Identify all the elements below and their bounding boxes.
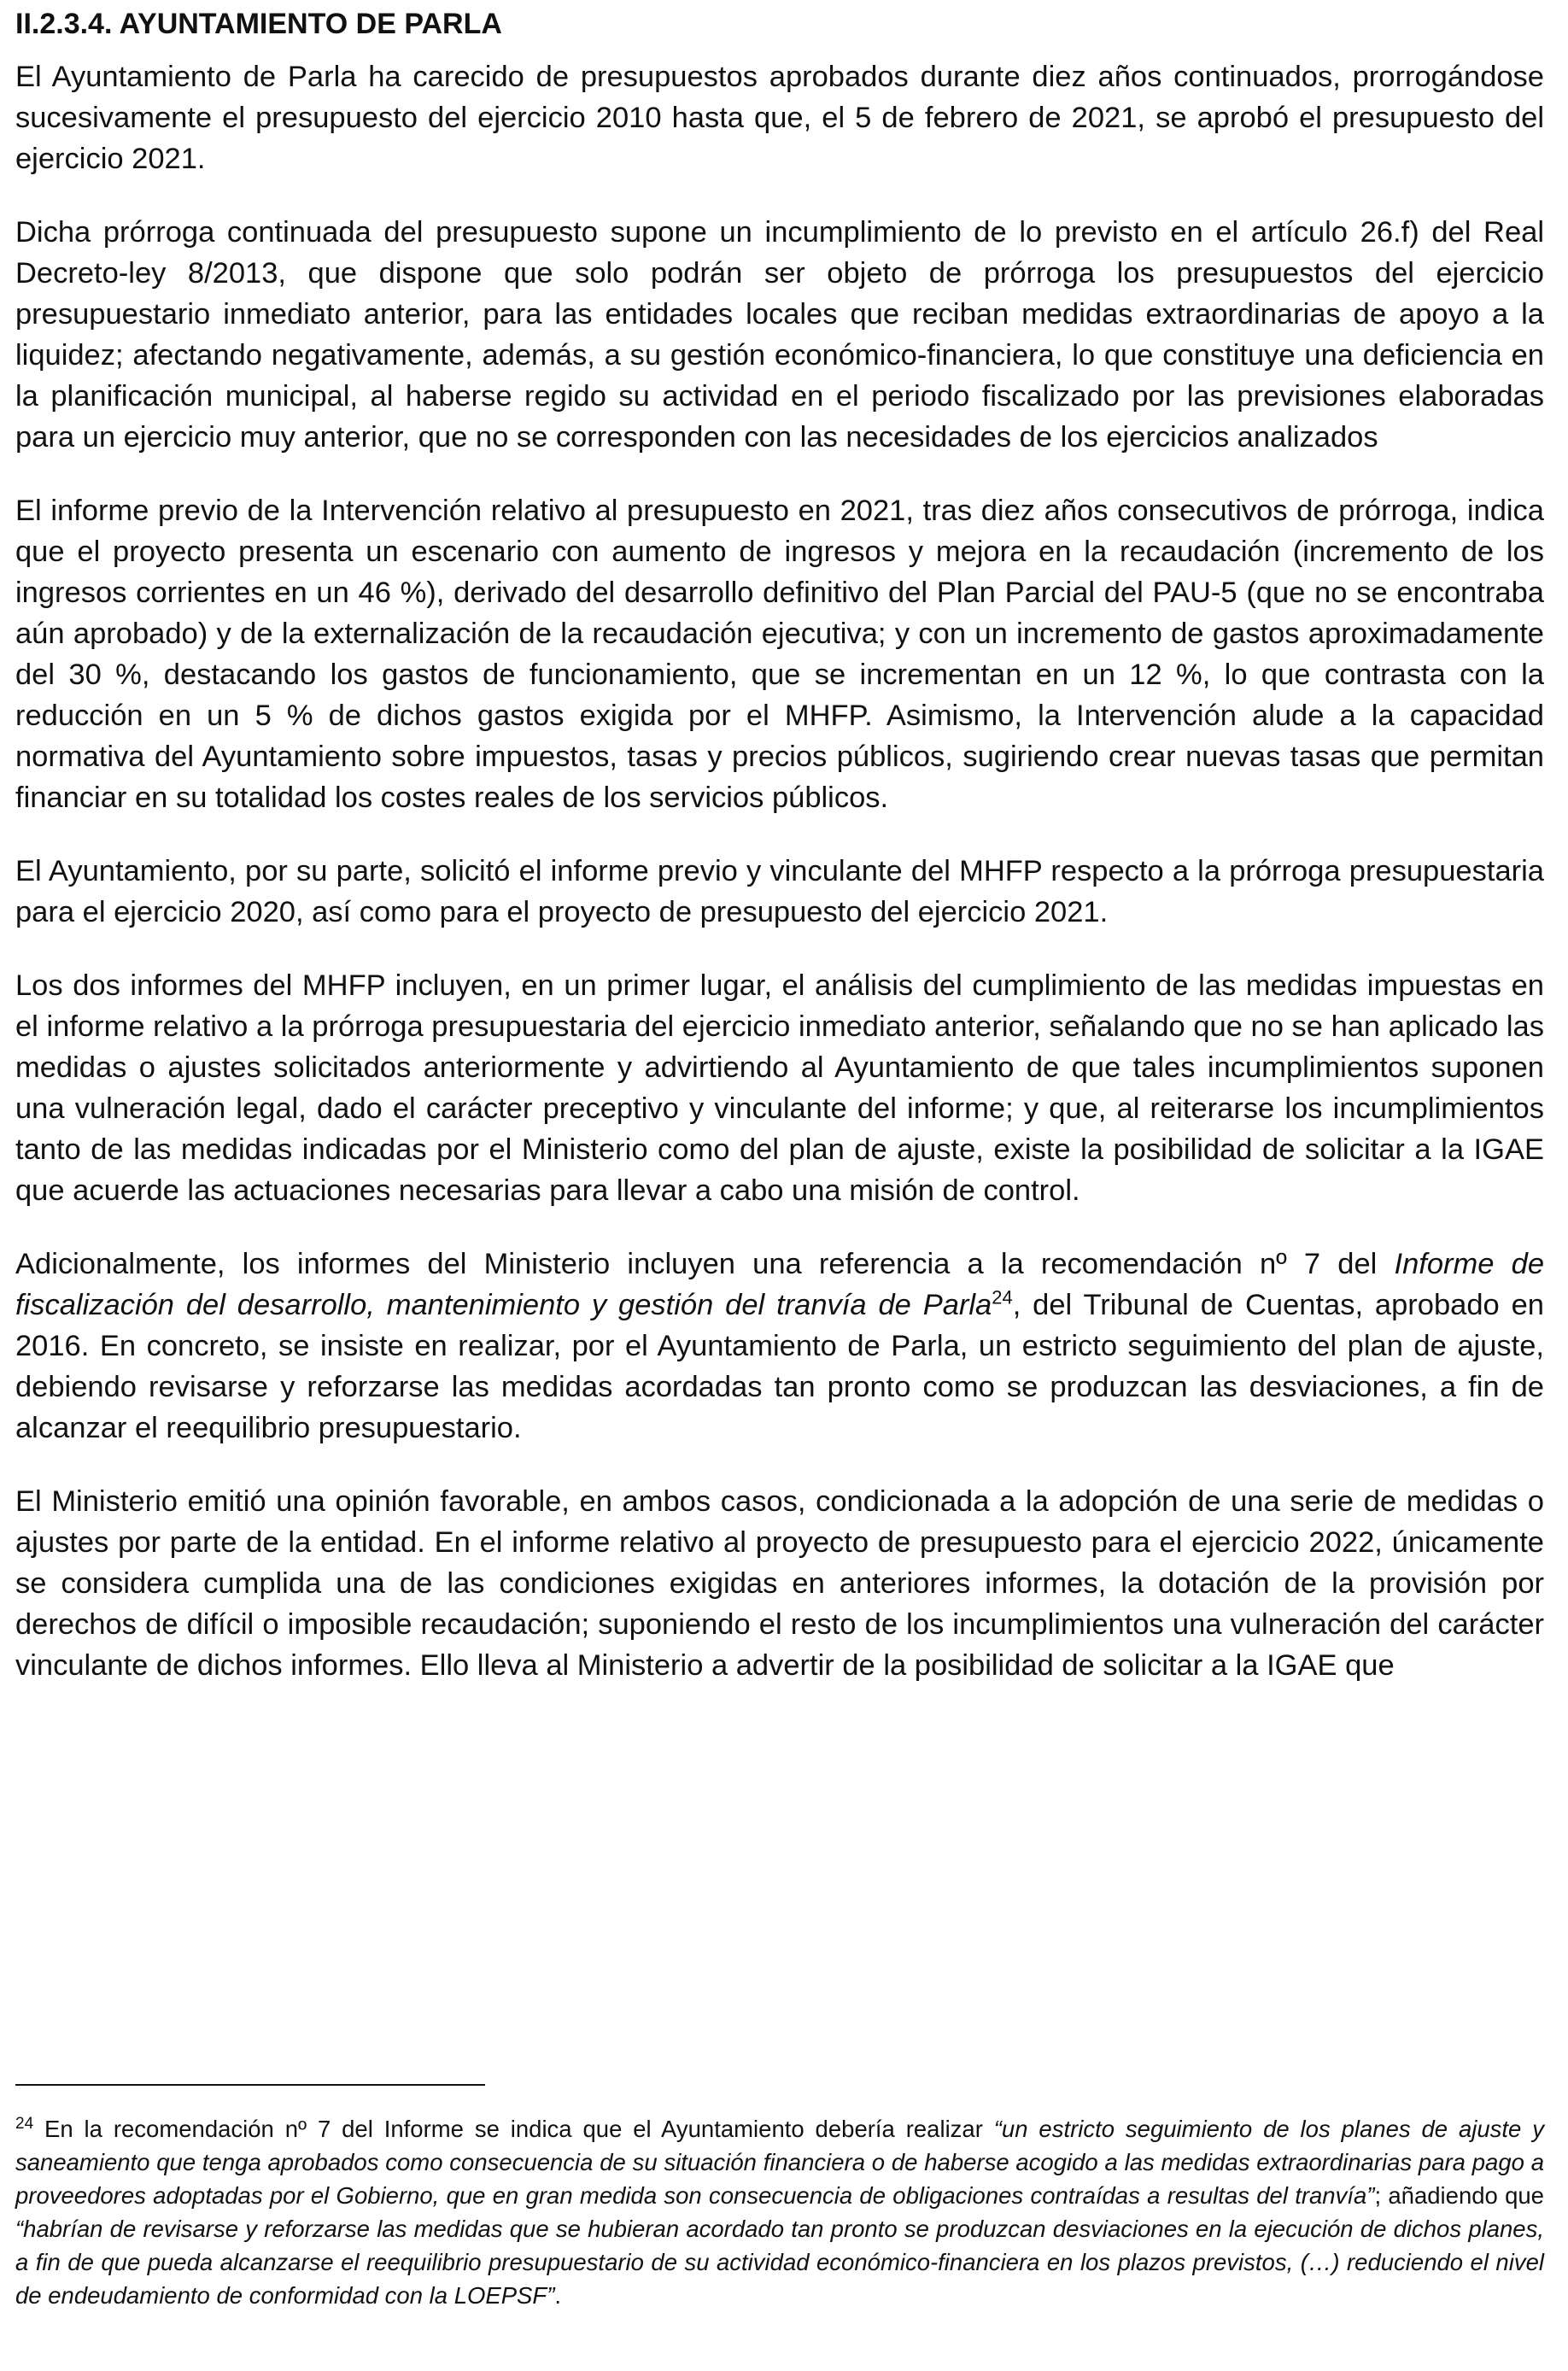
footnote-number: 24: [15, 2114, 34, 2133]
paragraph-1: El Ayuntamiento de Parla ha carecido de presupuestos aprobados durante diez años continuados, prorrogándose sucesivamente el presupuesto del ejercicio 2010 hasta que, el 5 de febrero de 2021, se aprobó el presupuesto del ejercicio 2021.: [15, 61, 1544, 175]
paragraph-6-text-start: Adicionalmente, los informes del Ministerio incluyen una referencia a la recomendación nº 7 del: [15, 1248, 1395, 1280]
footnote-quote-1: “un estricto seguimiento de los planes de ajuste y saneamiento que tenga aprobados como consecuencia de su situación financiera o de haberse acogido a las medidas extraordinarias para pago a proveedores adoptadas por el Gobierno, que en gran medida son consecuencia de obligaciones contraídas a resultas del tranvía”: [15, 2116, 1544, 2209]
footnote-divider: [15, 2084, 485, 2086]
paragraph-6-text-end: , del Tribunal de Cuentas, aprobado en 2016. En concreto, se insiste en realizar, por el Ayuntamiento de Parla, un estricto seguimiento del plan de ajuste, debiendo revisarse y reforzarse las medidas acordadas tan pronto como se produzcan las desviaciones, a fin de alcanzar el reequilibrio presupuestario.: [15, 1289, 1544, 1444]
paragraph-7: El Ministerio emitió una opinión favorable, en ambos casos, condicionada a la adopción de una serie de medidas o ajustes por parte de la entidad. En el informe relativo al proyecto de presupuesto para el ejercicio 2022, únicamente se considera cumplida una de las condiciones exigidas en anteriores informes, la dotación de la provisión por derechos de difícil o imposible recaudación; suponiendo el resto de los incumplimientos una vulneración del carácter vinculante de dichos informes. Ello lleva al Ministerio a advertir de la posibilidad de solicitar a la IGAE que: [15, 1485, 1544, 1682]
section-heading: II.2.3.4. AYUNTAMIENTO DE PARLA: [15, 8, 502, 40]
footnote-24: [15, 2112, 1544, 2312]
footnote-middle: ; añadiendo que: [1374, 2182, 1544, 2209]
paragraph-6: [15, 1244, 1544, 1449]
paragraph-5: Los dos informes del MHFP incluyen, en un primer lugar, el análisis del cumplimiento de las medidas impuestas en el informe relativo a la prórroga presupuestaria del ejercicio inmediato anterior, señalando que no se han aplicado las medidas o ajustes solicitados anteriormente y advirtiendo al Ayuntamiento de que tales incumplimientos suponen una vulneración legal, dado el carácter preceptivo y vinculante del informe; y que, al reiterarse los incumplimientos tanto de las medidas indicadas por el Ministerio como del plan de ajuste, existe la posibilidad de solicitar a la IGAE que acuerde las actuaciones necesarias para llevar a cabo una misión de control.: [15, 969, 1544, 1207]
footnote-end: .: [554, 2282, 561, 2309]
report-title: Informe de fiscalización del desarrollo, mantenimiento y gestión del tranvía de Parla: [15, 1248, 1545, 1321]
footnote-reference[interactable]: 24: [992, 1286, 1013, 1308]
paragraph-3: El informe previo de la Intervención relativo al presupuesto en 2021, tras diez años consecutivos de prórroga, indica que el proyecto presenta un escenario con aumento de ingresos y mejora en la recaudación (incremento de los ingresos corrientes en un 46 %), derivado del desarrollo definitivo del Plan Parcial del PAU-5 (que no se encontraba aún aprobado) y de la externalización de la recaudación ejecutiva; y con un incremento de gastos aproximadamente del 30 %, destacando los gastos de funcionamiento, que se incrementan en un 12 %, lo que contrasta con la reducción en un 5 % de dichos gastos exigida por el MHFP. Asimismo, la Intervención alude a la capacidad normativa del Ayuntamiento sobre impuestos, tasas y precios públicos, sugiriendo crear nuevas tasas que permitan financiar en su totalidad los costes reales de los servicios públicos.: [15, 495, 1544, 814]
body-text: [15, 56, 1544, 1686]
footnote-quote-2: “habrían de revisarse y reforzarse las medidas que se hubieran acordado tan pronto se produzcan desviaciones en la ejecución de dichos planes, a fin de que pueda alcanzarse el reequilibrio presupuestario de su actividad económico-financiera en los plazos previstos, (…) reduciendo el nivel de endeudamiento de conformidad con la LOEPSF”: [15, 2216, 1544, 2309]
footnote-intro: En la recomendación nº 7 del Informe se indica que el Ayuntamiento debería realizar: [33, 2116, 994, 2142]
paragraph-2: Dicha prórroga continuada del presupuesto supone un incumplimiento de lo previsto en el artículo 26.f) del Real Decreto-ley 8/2013, que dispone que solo podrán ser objeto de prórroga los presupuestos del ejercicio presupuestario inmediato anterior, para las entidades locales que reciban medidas extraordinarias de apoyo a la liquidez; afectando negativamente, además, a su gestión económico-financiera, lo que constituye una deficiencia en la planificación municipal, al haberse regido su actividad en el periodo fiscalizado por las previsiones elaboradas para un ejercicio muy anterior, que no se corresponden con las necesidades de los ejercicios analizados: [15, 216, 1544, 454]
paragraph-4: El Ayuntamiento, por su parte, solicitó el informe previo y vinculante del MHFP respecto a la prórroga presupuestaria para el ejercicio 2020, así como para el proyecto de presupuesto del ejercicio 2021.: [15, 855, 1544, 928]
